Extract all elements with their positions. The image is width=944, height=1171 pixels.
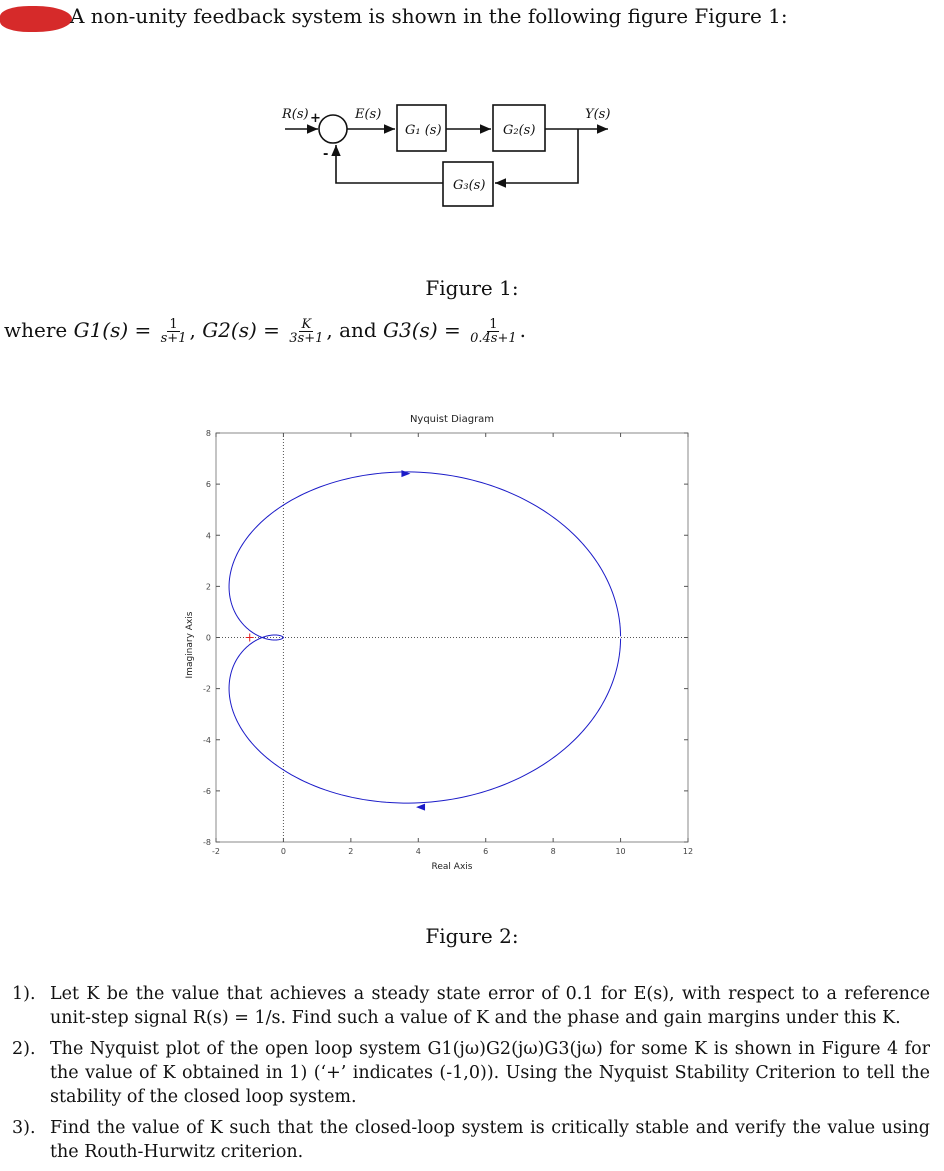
plus-sign: + [310, 111, 321, 126]
question-1: 1). Let K be the value that achieves a steady state error of 0.1 for E(s), with respect to a reference unit-step signal R(s) = 1/s. Find such a value of K and the phase and gain margins under this K. [12, 984, 930, 1028]
x-tick-label: 4 [415, 847, 421, 856]
figure1-caption: Figure 1: [425, 276, 519, 300]
g3-fraction: $\frac{1}{0.4s+1}$ [470, 317, 517, 346]
x-tick-label: 2 [348, 847, 354, 856]
x-tick-label: 0 [280, 847, 286, 856]
label-e: E(s) [355, 107, 382, 122]
label-y: Y(s) [585, 107, 611, 122]
nyquist-chart [180, 405, 710, 875]
y-tick-label: -4 [203, 735, 211, 745]
g1-lhs: G1(s) = [73, 318, 152, 342]
where-word: where [4, 318, 68, 342]
y-tick-label: 4 [205, 531, 211, 541]
nyquist-curve-negative-freq [229, 635, 621, 803]
y-tick-label: -6 [203, 786, 211, 796]
x-tick-label: 10 [615, 847, 626, 856]
redaction-mark [0, 6, 72, 32]
feedback-left [336, 147, 443, 183]
x-tick-label: -2 [212, 847, 220, 856]
y-tick-label: 2 [205, 582, 211, 592]
label-g1: G₁ (s) [405, 123, 442, 138]
chart-title: Nyquist Diagram [409, 414, 495, 425]
question-3: 3). Find the value of K such that the closed-loop system is critically stable and verify the value using the Routh-Hurwitz criterion. [12, 1118, 930, 1162]
g2-fraction: $\frac{K}{3s+1}$ [289, 317, 324, 346]
minus-sign: - [323, 147, 329, 162]
y-tick-label: 6 [205, 480, 211, 490]
transfer-functions: where G1(s) = $\frac{1}{s+1}$ , G2(s) = $\frac{K}{3s+1}$ , and G3(s) = $\frac{1}{0.4s+1}$ . [4, 317, 526, 346]
g3-lhs: G3(s) = [383, 318, 461, 342]
direction-arrow-bottom [416, 804, 425, 811]
y-tick-label: -2 [203, 684, 211, 694]
label-r: R(s) [282, 107, 309, 122]
figure2-caption: Figure 2: [425, 924, 519, 948]
y-axis-label: Imaginary Axis [185, 611, 195, 679]
x-axis-label: Real Axis [431, 862, 473, 872]
direction-arrow-top [401, 470, 410, 477]
block-diagram [260, 92, 640, 217]
y-tick-label: 0 [205, 633, 211, 643]
x-tick-label: 6 [483, 847, 489, 856]
x-tick-label: 8 [550, 847, 556, 856]
g2-lhs: G2(s) = [202, 318, 280, 342]
y-tick-label: -8 [203, 838, 211, 847]
x-tick-label: 12 [682, 847, 694, 856]
question-list [12, 982, 930, 1171]
question-2: 2). The Nyquist plot of the open loop system G1(jω)G2(jω)G3(jω) for some K is shown in Figure 4 for the value of K obtained in 1) (‘+’ indicates (-1,0)). Using the Nyquist Stability Criterion to tell the stability of the closed loop system. [12, 1039, 930, 1107]
nyquist-curve-positive-freq [229, 472, 621, 640]
intro-text: A non-unity feedback system is shown in the following figure Figure 1: [70, 4, 788, 28]
summing-junction [319, 115, 347, 143]
label-g2: G₂(s) [503, 123, 536, 138]
g1-fraction: $\frac{1}{s+1}$ [160, 317, 187, 346]
plot-frame [216, 433, 688, 842]
label-g3: G₃(s) [453, 178, 486, 193]
y-tick-label: 8 [205, 429, 211, 438]
